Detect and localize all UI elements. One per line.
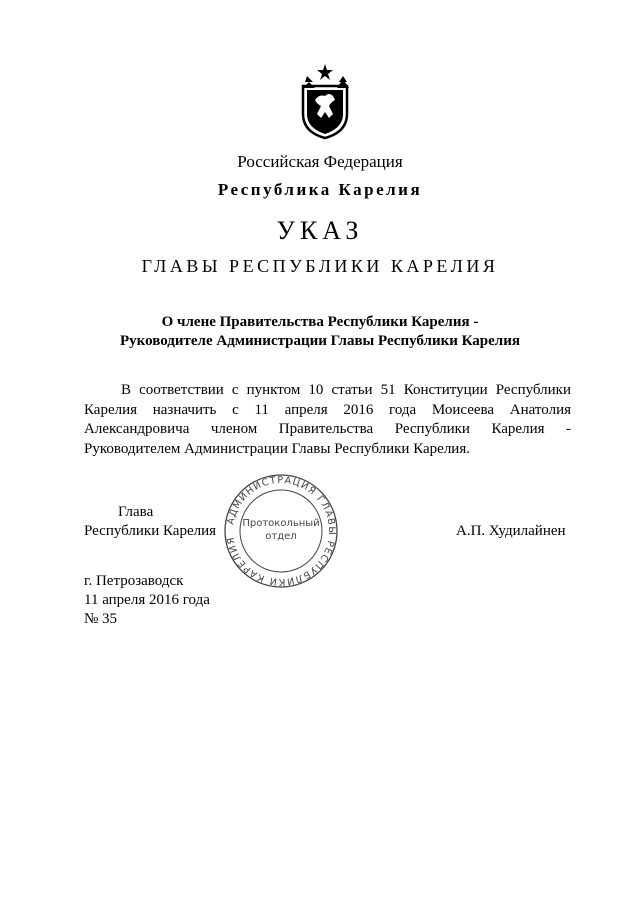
karelia-coat-of-arms-icon [295,62,355,140]
city: г. Петрозаводск [84,573,184,589]
document-type: УКАЗ [276,216,364,245]
issuer-title: ГЛАВЫ РЕСПУБЛИКИ КАРЕЛИЯ [141,256,499,276]
stamp-center-line: отдел [265,531,297,542]
signatory-name: А.П. Худилайнен [456,523,566,539]
decree-date: 11 апреля 2016 года [84,592,210,608]
country-title: Российская Федерация [237,152,403,171]
republic-title: Республика Карелия [217,180,423,199]
subject-line: О члене Правительства Республики Карелия - [161,314,479,330]
signatory-title: Глава [118,504,154,520]
stamp-center-line: Протокольный [242,518,320,529]
stamp-ring-text: АДМИНИСТРАЦИЯ ГЛАВЫ РЕСПУБЛИКИ КАРЕЛИЯ [225,474,338,588]
decree-body: В соответствии с пунктом 10 статьи 51 Конституции Республики Карелия назначить с 11 апреля 2016 года Моисеева Анатолия Александровича членом Правительства Республики Карелия - Руководителем Администрации Главы Республики Карелия. [84,382,571,457]
signatory-organization: Республики Карелия [84,523,217,539]
subject-line: Руководителе Администрации Главы Республики Карелия [120,333,520,349]
place-date-number [84,572,210,629]
official-stamp [215,472,347,590]
decree-number: № 35 [84,611,118,627]
decree-subject [0,313,640,351]
